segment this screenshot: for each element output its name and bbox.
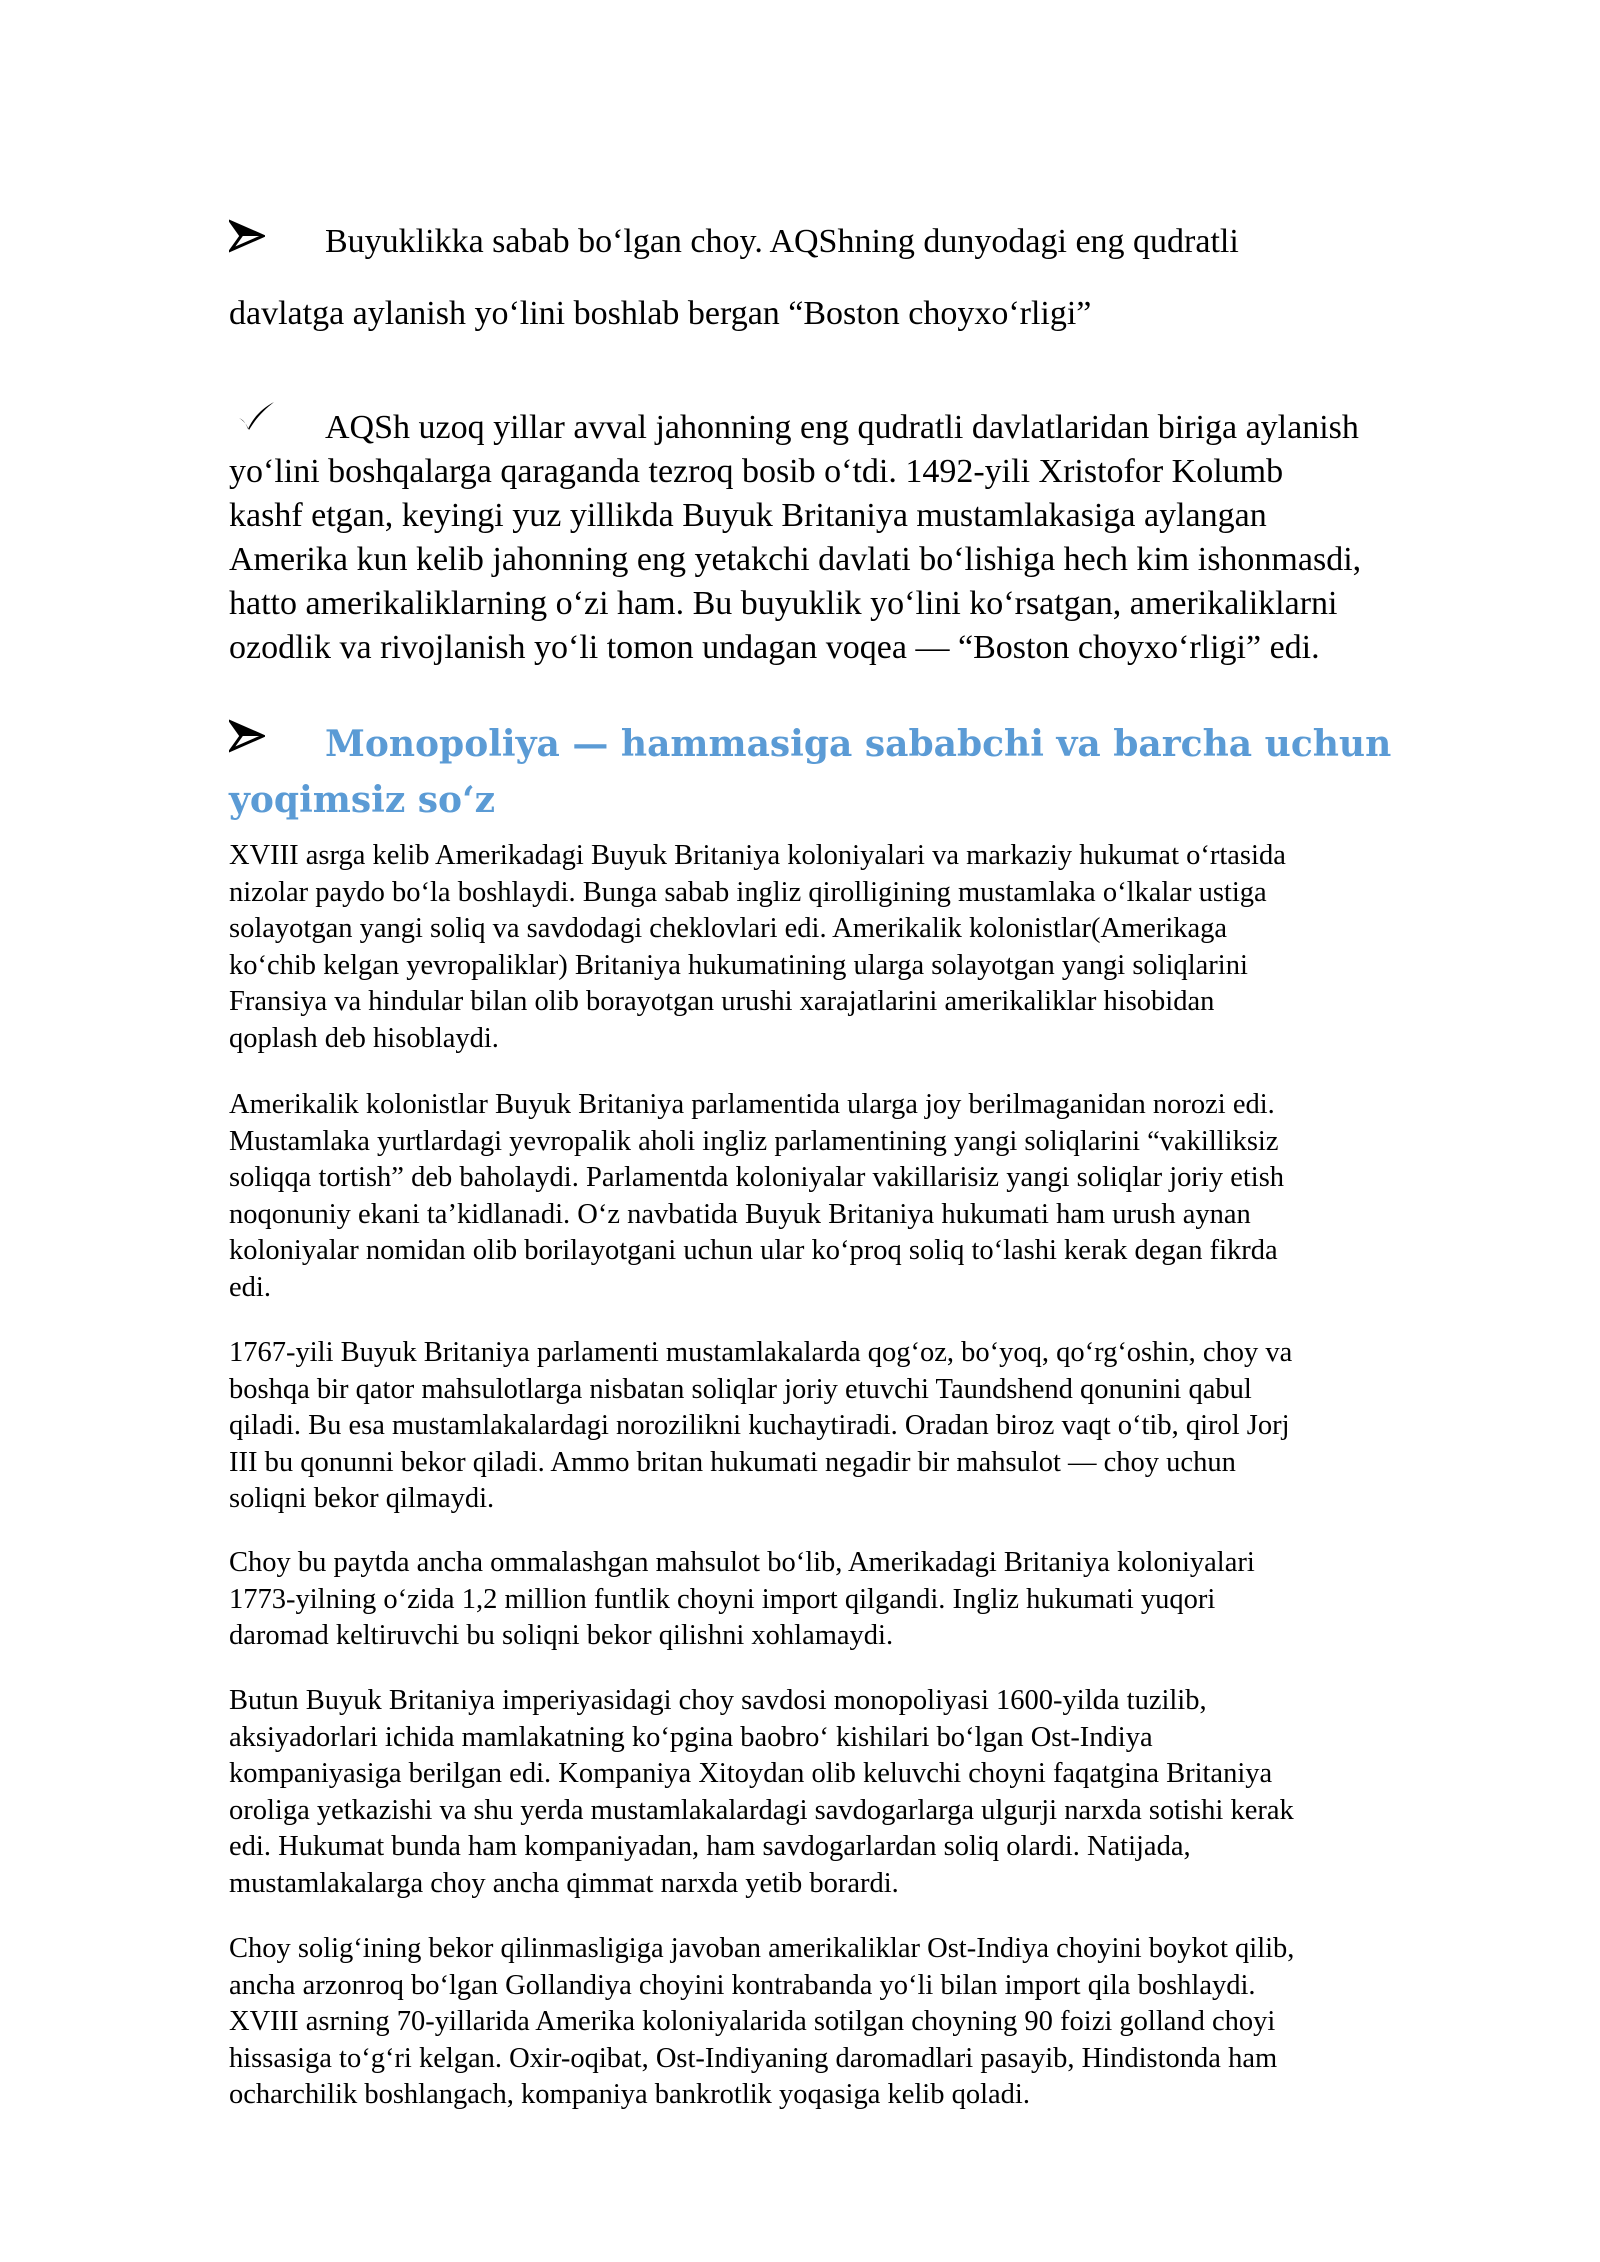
paragraph-line: XVIII asrga kelib Amerikadagi Buyuk Britaniya koloniyalari va markaziy hukumat oʻrtasida [229,840,1286,871]
paragraph-line: qoplash deb hisoblaydi. [229,1022,499,1054]
paragraph-line: soliqqa tortish” deb baholaydi. Parlamentda koloniyalar vakillarisiz yangi soliqlar joriy etish [229,1162,1285,1194]
paragraph-line: Fransiya va hindular bilan olib borayotgan urushi xarajatlarini amerikaliklar hisobidan [229,986,1215,1018]
intro-paragraph [229,406,1519,670]
body-paragraph-1 [229,838,1529,1058]
paragraph-line: Amerikalik kolonistlar Buyuk Britaniya parlamentida ularga joy berilmaganidan norozi edi. [229,1089,1275,1120]
paragraph-line: soliqni bekor qilmaydi. [229,1483,495,1515]
intro-line: yoʻlini boshqalarga qaraganda tezroq bosib oʻtdi. 1492-yili Xristofor Kolumb [229,453,1284,490]
intro-line: AQSh uzoq yillar avval jahonning eng qudratli davlatlaridan biriga aylanish [325,409,1359,446]
paragraph-line: Mustamlaka yurtlardagi yevropalik aholi ingliz parlamentining yangi soliqlarini “vakilliksiz [229,1125,1279,1157]
paragraph-line: ocharchilik boshlangach, kompaniya bankrotlik yoqasiga kelib qoladi. [229,2079,1030,2111]
paragraph-line: 1767-yili Buyuk Britaniya parlamenti mustamlakalarda qogʻoz, boʻyoq, qoʻrgʻoshin, choy va [229,1337,1293,1368]
paragraph-line: edi. [229,1271,271,1303]
paragraph-line: ancha arzonroq boʻlgan Gollandiya choyini kontrabanda yoʻli bilan import qila boshlaydi. [229,1969,1256,2001]
paragraph-line: Choy bu paytda ancha ommalashgan mahsulot boʻlib, Amerikadagi Britaniya koloniyalari [229,1547,1255,1578]
section2-heading [229,716,1529,828]
paragraph-line: III bu qonunni bekor qiladi. Ammo britan hukumati negadir bir mahsulot — choy uchun [229,1446,1236,1478]
paragraph-line: Choy soligʻining bekor qilinmasligiga javoban amerikaliklar Ost-Indiya choyini boykot qilib, [229,1933,1295,1964]
paragraph-line: mustamlakalarga choy ancha qimmat narxda yetib borardi. [229,1867,899,1899]
paragraph-line: qiladi. Bu esa mustamlakalardagi norozilikni kuchaytiradi. Oradan biroz vaqt oʻtib, qirol Jorj [229,1410,1290,1442]
paragraph-line: hissasiga toʻgʻri kelgan. Oxir-oqibat, Ost-Indiyaning daromadlari pasayib, Hindistonda ham [229,2042,1278,2074]
arrow-bullet-icon [229,218,265,254]
section2-heading-line2: yoqimsiz soʻz [229,779,496,821]
paragraph-line: kompaniyasiga berilgan edi. Kompaniya Xitoydan olib keluvchi choyni faqatgina Britaniya [229,1758,1273,1790]
section1-title-line2: davlatga aylanish yoʻlini boshlab bergan “Boston choyxoʻrligi” [229,295,1092,332]
section1-bullet [229,218,265,254]
paragraph-line: Butun Buyuk Britaniya imperiyasidagi choy savdosi monopoliyasi 1600-yilda tuzilib, [229,1685,1207,1716]
intro-line: Amerika kun kelib jahonning eng yetakchi davlati boʻlishiga hech kim ishonmasdi, [229,541,1362,578]
paragraph-line: koloniyalar nomidan olib borilayotgani uchun ular koʻproq soliq toʻlashi kerak degan fikrda [229,1235,1278,1267]
body-paragraph-5 [229,1683,1529,1903]
intro-line: kashf etgan, keyingi yuz yillikda Buyuk Britaniya mustamlakasiga aylangan [229,497,1267,534]
paragraph-line: oroliga yetkazishi va shu yerda mustamlakalardagi savdogarlarga ulgurji narxda sotishi kerak [229,1794,1294,1826]
paragraph-line: koʻchib kelgan yevropaliklar) Britaniya hukumatining ularga solayotgan yangi soliqlarini [229,949,1248,981]
section2-heading-line1: Monopoliya — hammasiga sababchi va barcha uchun [325,723,1392,765]
paragraph-line: noqonuniy ekani taʼkidlanadi. Oʻz navbatida Buyuk Britaniya hukumati ham urush aynan [229,1198,1251,1230]
intro-line: ozodlik va rivojlanish yoʻli tomon undagan voqea — “Boston choyxoʻrligi” edi. [229,629,1320,666]
body-paragraph-6 [229,1931,1529,2114]
body-paragraph-4 [229,1545,1529,1655]
body-paragraph-3 [229,1335,1529,1518]
paragraph-line: nizolar paydo boʻla boshlaydi. Bunga sabab ingliz qirolligining mustamlaka oʻlkalar ustiga [229,876,1267,908]
body-paragraph-2 [229,1087,1529,1307]
paragraph-line: boshqa bir qator mahsulotlarga nisbatan soliqlar joriy etuvchi Taundshend qonunini qabul [229,1373,1252,1405]
section1-title-line1: Buyuklikka sabab boʻlgan choy. AQShning dunyodagi eng qudratli [325,223,1239,260]
paragraph-line: daromad keltiruvchi bu soliqni bekor qilishni xohlamaydi. [229,1620,894,1652]
intro-line: hatto amerikaliklarning oʻzi ham. Bu buyuklik yoʻlini koʻrsatgan, amerikaliklarni [229,585,1338,622]
paragraph-line: aksiyadorlari ichida mamlakatning koʻpgina baobroʻ kishilari boʻlgan Ost-Indiya [229,1721,1153,1753]
paragraph-line: XVIII asrning 70-yillarida Amerika koloniyalarida sotilgan choyning 90 foizi golland choyi [229,2006,1276,2038]
paragraph-line: 1773-yilning oʻzida 1,2 million funtlik choyni import qilgandi. Ingliz hukumati yuqori [229,1583,1216,1615]
paragraph-line: edi. Hukumat bunda ham kompaniyadan, ham savdogarlardan soliq olardi. Natijada, [229,1831,1191,1863]
paragraph-line: solayotgan yangi soliq va savdodagi cheklovlari edi. Amerikalik kolonistlar(Amerikaga [229,913,1228,945]
